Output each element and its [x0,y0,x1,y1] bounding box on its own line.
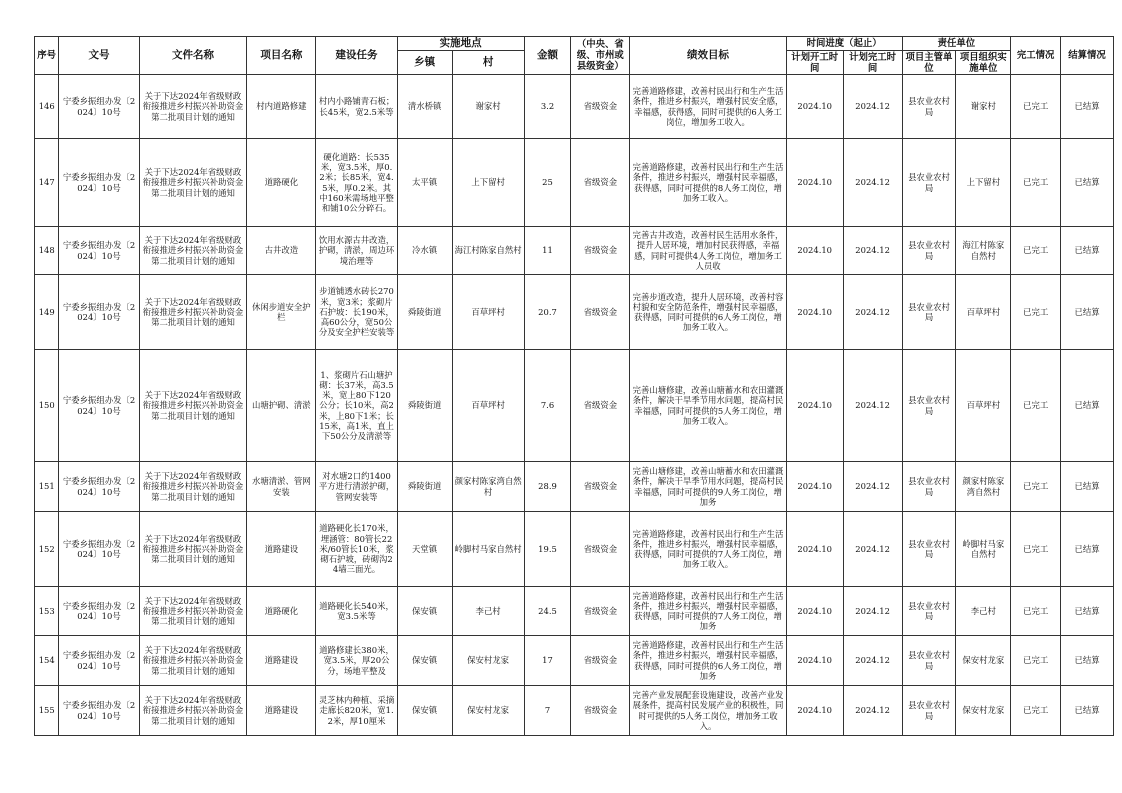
cell-doc-name: 关于下达2024年省级财政衔接推进乡村振兴补助资金第二批项目计划的通知 [139,75,247,139]
cell-doc-name: 关于下达2024年省级财政衔接推进乡村振兴补助资金第二批项目计划的通知 [139,462,247,512]
cell-goal: 完善道路修建，改善村民出行和生产生活条件，推进乡村振兴，增强村民安全感，幸福感，获得感，同时可提供的6人务工岗位，增加务工收入。 [630,75,786,139]
cell-project: 山塘护砌、清淤 [247,350,316,462]
cell-village: 颜家村陈家湾自然村 [452,462,524,512]
table-row [35,275,1114,350]
cell-doc-no: 宁委乡振组办发〔2024〕10号 [59,227,139,275]
cell-doc-no: 宁委乡振组办发〔2024〕10号 [59,686,139,736]
cell-town: 太平镇 [397,139,452,227]
cell-town: 舜陵街道 [397,350,452,462]
cell-seq: 152 [35,512,59,587]
cell-end: 2024.12 [843,275,902,350]
cell-end: 2024.12 [843,686,902,736]
project-table-sheet [34,36,1114,736]
cell-seq: 151 [35,462,59,512]
header-fund-level: （中央、省级、市州或县级资金） [571,37,630,75]
header-start: 计划开工时间 [786,51,843,75]
cell-amount: 20.7 [524,275,571,350]
cell-goal: 完善山塘修建，改善山塘蓄水和农田灌溉条件，解决干旱季节用水问题，提高村民幸福感，同时可提供的5人务工岗位，增加务工收入。 [630,350,786,462]
cell-fund: 省级资金 [571,636,630,686]
cell-completion: 已完工 [1011,75,1061,139]
cell-fund: 省级资金 [571,462,630,512]
cell-village: 百草坪村 [452,275,524,350]
cell-task: 对水塘2口约1400平方进行清淤护砌，管网安装等 [316,462,397,512]
cell-org: 谢家村 [956,75,1011,139]
cell-completion: 已完工 [1011,462,1061,512]
cell-fund: 省级资金 [571,75,630,139]
cell-seq: 154 [35,636,59,686]
cell-doc-name: 关于下达2024年省级财政衔接推进乡村振兴补助资金第二批项目计划的通知 [139,636,247,686]
cell-settlement: 已结算 [1061,636,1114,686]
header-schedule: 时间进度（起止） [786,37,902,51]
cell-completion: 已完工 [1011,139,1061,227]
cell-dept: 县农业农村局 [902,462,956,512]
cell-fund: 省级资金 [571,512,630,587]
cell-start: 2024.10 [786,275,843,350]
cell-end: 2024.12 [843,512,902,587]
cell-org: 岭脚村马家自然村 [956,512,1011,587]
header-amount: 金额 [524,37,571,75]
cell-town: 保安镇 [397,587,452,636]
project-table [34,36,1114,736]
cell-seq: 150 [35,350,59,462]
cell-start: 2024.10 [786,636,843,686]
cell-doc-name: 关于下达2024年省级财政衔接推进乡村振兴补助资金第二批项目计划的通知 [139,139,247,227]
cell-dept: 县农业农村局 [902,512,956,587]
cell-settlement: 已结算 [1061,227,1114,275]
cell-end: 2024.12 [843,139,902,227]
header-responsible: 责任单位 [902,37,1011,51]
cell-fund: 省级资金 [571,139,630,227]
cell-amount: 11 [524,227,571,275]
cell-fund: 省级资金 [571,275,630,350]
cell-goal: 完善道路修建，改善村民出行和生产生活条件，推进乡村振兴，增强村民幸福感，获得感，同时可提供的7人务工岗位，增加务 [630,587,786,636]
cell-goal: 完善道路修建，改善村民出行和生产生活条件，推进乡村振兴，增强村民幸福感，获得感，同时可提供的7人务工岗位，增加务工收入。 [630,512,786,587]
header-settlement: 结算情况 [1061,37,1114,75]
header-doc-name: 文件名称 [139,37,247,75]
cell-settlement: 已结算 [1061,275,1114,350]
cell-seq: 148 [35,227,59,275]
cell-task: 硬化道路：长535米，宽3.5米，厚0.2米；长85米，宽4.5米，厚0.2米。其中160米需场地平整和铺10公分碎石。 [316,139,397,227]
cell-org: 海江村陈家自然村 [956,227,1011,275]
cell-amount: 24.5 [524,587,571,636]
cell-org: 保安村龙家 [956,686,1011,736]
header-location: 实施地点 [397,37,524,51]
cell-goal: 完善山塘修建，改善山塘蓄水和农田灌溉条件，解决干旱季节用水问题，提高村民幸福感，同时可提供的9人务工岗位，增加务 [630,462,786,512]
header-town: 乡镇 [397,51,452,75]
cell-seq: 146 [35,75,59,139]
cell-village: 上下留村 [452,139,524,227]
table-row [35,139,1114,227]
header-seq: 序号 [35,37,59,75]
cell-village: 保安村龙家 [452,686,524,736]
cell-dept: 县农业农村局 [902,275,956,350]
cell-settlement: 已结算 [1061,512,1114,587]
cell-completion: 已完工 [1011,350,1061,462]
cell-task: 道路硬化长540米，宽3.5米等 [316,587,397,636]
cell-completion: 已完工 [1011,636,1061,686]
cell-doc-name: 关于下达2024年省级财政衔接推进乡村振兴补助资金第二批项目计划的通知 [139,275,247,350]
cell-village: 岭脚村马家自然村 [452,512,524,587]
cell-task: 村内小路铺青石板；长45米，宽2.5米等 [316,75,397,139]
cell-dept: 县农业农村局 [902,686,956,736]
cell-doc-no: 宁委乡振组办发〔2024〕10号 [59,462,139,512]
header-doc-no: 文号 [59,37,139,75]
cell-project: 村内道路修建 [247,75,316,139]
header-task: 建设任务 [316,37,397,75]
cell-village: 百草坪村 [452,350,524,462]
header-org: 项目组织实施单位 [956,51,1011,75]
cell-town: 舜陵街道 [397,275,452,350]
cell-dept: 县农业农村局 [902,139,956,227]
cell-settlement: 已结算 [1061,75,1114,139]
cell-org: 百草坪村 [956,350,1011,462]
header-end: 计划完工时间 [843,51,902,75]
cell-amount: 17 [524,636,571,686]
cell-end: 2024.12 [843,350,902,462]
cell-goal: 完善古井改造，改善村民生活用水条件，提升人居环境，增加村民获得感，幸福感，同时可提供4人务工岗位，增加务工人员收 [630,227,786,275]
table-row [35,512,1114,587]
cell-seq: 147 [35,139,59,227]
cell-task: 1、浆砌片石山塘护砌：长37米，高3.5米，宽上80下120公分；长10米，高2米，上80下1米；长15米，高1米，直上下50公分及清淤等 [316,350,397,462]
cell-task: 步道铺透水砖长270米，宽3米；浆砌片石护坡：长190米，高60公分，宽50公分及安全护栏安装等 [316,275,397,350]
cell-start: 2024.10 [786,75,843,139]
cell-doc-name: 关于下达2024年省级财政衔接推进乡村振兴补助资金第二批项目计划的通知 [139,587,247,636]
cell-org: 颜家村陈家湾自然村 [956,462,1011,512]
cell-goal: 完善产业发展配套设施建设，改善产业发展条件，提高村民发展产业的积极性，同时可提供的5人务工岗位，增加务工收入。 [630,686,786,736]
cell-doc-no: 宁委乡振组办发〔2024〕10号 [59,139,139,227]
cell-completion: 已完工 [1011,227,1061,275]
cell-project: 古井改造 [247,227,316,275]
cell-village: 海江村陈家自然村 [452,227,524,275]
cell-dept: 县农业农村局 [902,636,956,686]
cell-doc-no: 宁委乡振组办发〔2024〕10号 [59,350,139,462]
cell-amount: 3.2 [524,75,571,139]
cell-doc-no: 宁委乡振组办发〔2024〕10号 [59,636,139,686]
cell-dept: 县农业农村局 [902,587,956,636]
cell-project: 道路建设 [247,686,316,736]
cell-seq: 155 [35,686,59,736]
header-village: 村 [452,51,524,75]
cell-start: 2024.10 [786,227,843,275]
cell-town: 清水桥镇 [397,75,452,139]
cell-town: 天堂镇 [397,512,452,587]
cell-end: 2024.12 [843,636,902,686]
cell-settlement: 已结算 [1061,350,1114,462]
table-row [35,686,1114,736]
cell-settlement: 已结算 [1061,686,1114,736]
cell-town: 保安镇 [397,686,452,736]
cell-doc-name: 关于下达2024年省级财政衔接推进乡村振兴补助资金第二批项目计划的通知 [139,512,247,587]
cell-dept: 县农业农村局 [902,350,956,462]
cell-start: 2024.10 [786,587,843,636]
cell-end: 2024.12 [843,587,902,636]
cell-completion: 已完工 [1011,587,1061,636]
cell-fund: 省级资金 [571,587,630,636]
table-row [35,462,1114,512]
cell-task: 道路硬化长170米，埋涵管：80管长22米/60管长10米，浆砌石护坡，砖砌沟24墙三面光。 [316,512,397,587]
cell-task: 饮用水源古井改造，护砌，清淤，周边环境治理等 [316,227,397,275]
cell-start: 2024.10 [786,350,843,462]
cell-fund: 省级资金 [571,686,630,736]
cell-project: 道路建设 [247,636,316,686]
cell-amount: 19.5 [524,512,571,587]
cell-project: 道路建设 [247,512,316,587]
table-row [35,227,1114,275]
cell-project: 道路硬化 [247,587,316,636]
cell-dept: 县农业农村局 [902,227,956,275]
cell-project: 道路硬化 [247,139,316,227]
cell-amount: 25 [524,139,571,227]
cell-town: 保安镇 [397,636,452,686]
cell-amount: 7 [524,686,571,736]
header-goal: 绩效目标 [630,37,786,75]
header-dept: 项目主管单位 [902,51,956,75]
table-row [35,75,1114,139]
cell-village: 谢家村 [452,75,524,139]
cell-org: 上下留村 [956,139,1011,227]
cell-dept: 县农业农村局 [902,75,956,139]
cell-completion: 已完工 [1011,686,1061,736]
header-project: 项目名称 [247,37,316,75]
cell-org: 李己村 [956,587,1011,636]
cell-village: 李己村 [452,587,524,636]
cell-settlement: 已结算 [1061,139,1114,227]
cell-goal: 完善道路修建，改善村民出行和生产生活条件，推进乡村振兴，增强村民幸福感，获得感，同时可提供的6人务工岗位，增加务 [630,636,786,686]
cell-seq: 153 [35,587,59,636]
cell-task: 灵芝林内种植、采摘走廊长820米，宽1.2米，厚10厘米 [316,686,397,736]
table-row [35,587,1114,636]
cell-fund: 省级资金 [571,227,630,275]
cell-doc-no: 宁委乡振组办发〔2024〕10号 [59,512,139,587]
cell-village: 保安村龙家 [452,636,524,686]
cell-amount: 7.6 [524,350,571,462]
cell-doc-no: 宁委乡振组办发〔2024〕10号 [59,275,139,350]
cell-doc-no: 宁委乡振组办发〔2024〕10号 [59,75,139,139]
cell-start: 2024.10 [786,512,843,587]
cell-org: 保安村龙家 [956,636,1011,686]
cell-project: 水塘清淤、管网安装 [247,462,316,512]
cell-doc-name: 关于下达2024年省级财政衔接推进乡村振兴补助资金第二批项目计划的通知 [139,686,247,736]
cell-start: 2024.10 [786,462,843,512]
cell-project: 休闲步道安全护栏 [247,275,316,350]
cell-org: 百草坪村 [956,275,1011,350]
cell-doc-name: 关于下达2024年省级财政衔接推进乡村振兴补助资金第二批项目计划的通知 [139,350,247,462]
cell-amount: 28.9 [524,462,571,512]
cell-settlement: 已结算 [1061,587,1114,636]
cell-start: 2024.10 [786,139,843,227]
table-row [35,350,1114,462]
header-completion: 完工情况 [1011,37,1061,75]
cell-fund: 省级资金 [571,350,630,462]
cell-town: 舜陵街道 [397,462,452,512]
cell-task: 道路修建长380米，宽3.5米，厚20公分，场地平整及 [316,636,397,686]
table-row [35,636,1114,686]
cell-end: 2024.12 [843,462,902,512]
cell-seq: 149 [35,275,59,350]
cell-end: 2024.12 [843,75,902,139]
cell-settlement: 已结算 [1061,462,1114,512]
cell-goal: 完善步道改造，提升人居环境，改善村容村貌和安全防范条件，增强村民幸福感，获得感，同时可提供的6人务工岗位，增加务工收入。 [630,275,786,350]
cell-start: 2024.10 [786,686,843,736]
cell-doc-name: 关于下达2024年省级财政衔接推进乡村振兴补助资金第二批项目计划的通知 [139,227,247,275]
cell-completion: 已完工 [1011,512,1061,587]
cell-doc-no: 宁委乡振组办发〔2024〕10号 [59,587,139,636]
cell-end: 2024.12 [843,227,902,275]
cell-town: 冷水镇 [397,227,452,275]
cell-goal: 完善道路修建，改善村民出行和生产生活条件，推进乡村振兴，增强村民幸福感，获得感，同时可提供的8人务工岗位，增加务工收入。 [630,139,786,227]
cell-completion: 已完工 [1011,275,1061,350]
